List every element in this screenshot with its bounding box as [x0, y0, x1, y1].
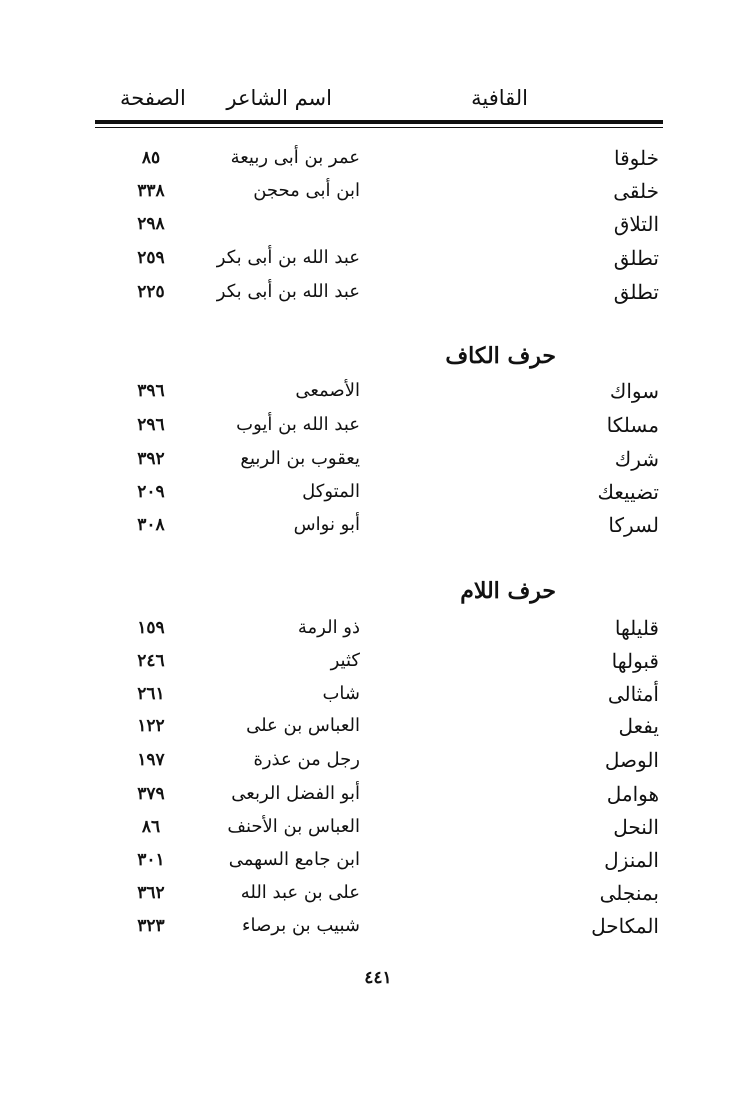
rhyme-cell: المكاحل	[591, 914, 659, 938]
page-cell: ٣٦٢	[137, 883, 165, 903]
poet-cell: شاب	[322, 683, 360, 704]
section-title-kaf: حرف الكاف	[445, 343, 556, 369]
poet-cell: أبو الفضل الربعى	[231, 783, 360, 804]
poet-cell: أبو نواس	[293, 514, 360, 535]
poet-cell: على بن عبد الله	[240, 882, 360, 903]
page-cell: ٢٦١	[137, 684, 165, 704]
table-row	[0, 877, 756, 909]
rhyme-cell: خلقى	[613, 179, 659, 203]
poet-cell: كثير	[330, 650, 360, 671]
page-cell: ٣٠٨	[137, 515, 165, 535]
poet-cell: عمر بن أبى ربيعة	[230, 147, 360, 168]
poet-cell: ابن جامع السهمى	[228, 849, 360, 870]
rhyme-cell: بمنجلى	[599, 881, 659, 905]
page-cell: ١٢٢	[137, 716, 165, 736]
poet-cell: يعقوب بن الربيع	[240, 448, 360, 469]
page-cell: ٢٤٦	[137, 651, 165, 671]
rhyme-cell: قبولها	[611, 649, 659, 673]
page-cell: ٢٥٩	[137, 248, 165, 268]
rhyme-cell: المنزل	[604, 848, 659, 872]
page-cell: ٣٠١	[137, 850, 165, 870]
poet-cell: رجل من عذرة	[253, 749, 360, 770]
page-cell: ١٥٩	[137, 618, 165, 638]
poet-cell: شبيب بن برصاء	[242, 915, 360, 936]
header-rule-thick	[95, 120, 663, 124]
table-row	[0, 910, 756, 942]
table-row	[0, 208, 756, 240]
table-row	[0, 175, 756, 207]
poet-cell: العباس بن على	[246, 715, 360, 736]
table-row	[0, 509, 756, 541]
section-title-lam: حرف اللام	[460, 578, 556, 604]
poet-cell: ابن أبى محجن	[253, 180, 360, 201]
table-row	[0, 142, 756, 174]
header-rhyme: القافية	[471, 86, 528, 110]
rhyme-cell: هوامل	[606, 782, 659, 806]
page-cell: ٢٢٥	[137, 282, 165, 302]
poet-cell: المتوكل	[302, 481, 360, 502]
header-rule-thin	[95, 127, 663, 128]
table-row	[0, 242, 756, 274]
table-row	[0, 678, 756, 710]
table-row	[0, 276, 756, 308]
rhyme-cell: النحل	[613, 815, 659, 839]
poet-cell: عبد الله بن أيوب	[236, 414, 360, 435]
page-cell: ٢٩٦	[137, 415, 165, 435]
rhyme-cell: التلاق	[613, 212, 659, 236]
table-row	[0, 811, 756, 843]
rhyme-cell: شرك	[614, 447, 659, 471]
rhyme-cell: سواك	[609, 379, 659, 403]
page-number: ٤٤١	[364, 968, 392, 988]
rhyme-cell: لسركا	[608, 513, 659, 537]
page-cell: ٨٥	[141, 148, 161, 168]
rhyme-cell: خلوقا	[614, 146, 659, 170]
table-row	[0, 744, 756, 776]
table-row	[0, 375, 756, 407]
table-row	[0, 844, 756, 876]
rhyme-cell: تطلق	[613, 280, 659, 304]
table-row	[0, 476, 756, 508]
page-cell: ٢٩٨	[137, 214, 165, 234]
poet-cell: عبد الله بن أبى بكر	[216, 247, 360, 268]
table-row	[0, 409, 756, 441]
table-row	[0, 710, 756, 742]
page-cell: ٣٩٦	[137, 381, 165, 401]
rhyme-cell: تضييعك	[597, 480, 659, 504]
table-row	[0, 645, 756, 677]
page-cell: ٣٩٢	[137, 449, 165, 469]
page-cell: ١٩٧	[137, 750, 165, 770]
page-cell: ٣٧٩	[137, 784, 165, 804]
table-row	[0, 778, 756, 810]
poet-cell: عبد الله بن أبى بكر	[216, 281, 360, 302]
page-cell: ٢٠٩	[137, 482, 165, 502]
header-poet: اسم الشاعر	[226, 86, 332, 110]
poet-cell: ذو الرمة	[297, 617, 360, 638]
page-cell: ٨٦	[141, 817, 161, 837]
rhyme-cell: أمثالى	[607, 682, 659, 706]
rhyme-cell: مسلكا	[606, 413, 659, 437]
rhyme-cell: الوصل	[604, 748, 659, 772]
header-page: الصفحة	[120, 86, 186, 110]
page-cell: ٣٢٣	[137, 916, 165, 936]
table-row	[0, 443, 756, 475]
rhyme-cell: يفعل	[618, 714, 659, 738]
poet-cell: الأصمعى	[295, 380, 360, 401]
poet-cell: العباس بن الأحنف	[227, 816, 360, 837]
rhyme-cell: تطلق	[613, 246, 659, 270]
page-cell: ٣٣٨	[137, 181, 165, 201]
rhyme-cell: قليلها	[614, 616, 659, 640]
table-row	[0, 612, 756, 644]
